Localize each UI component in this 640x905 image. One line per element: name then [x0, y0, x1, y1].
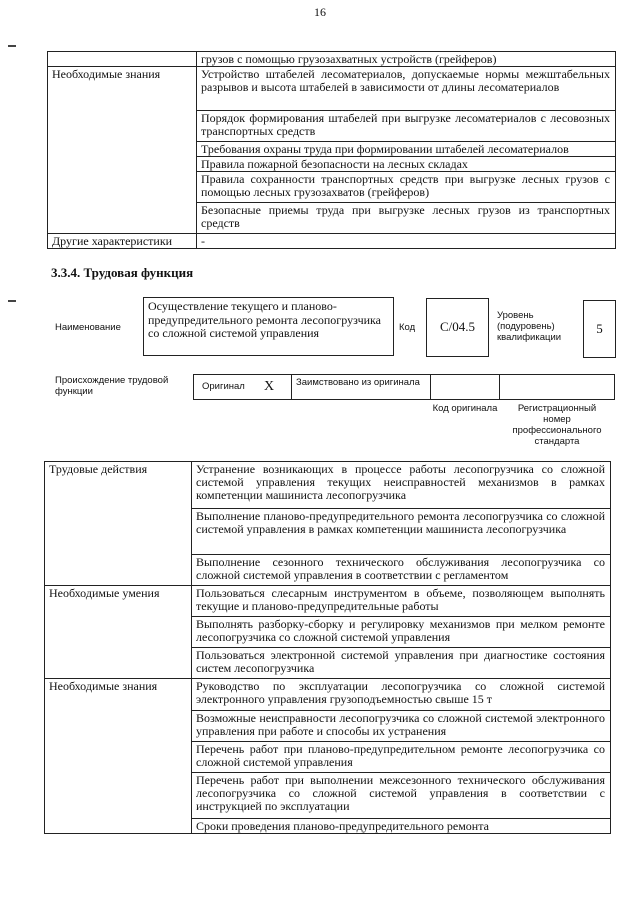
other-characteristics-label: Другие характеристики	[48, 234, 197, 249]
actions-label: Трудовые действия	[45, 462, 192, 586]
origin-borrowed-box	[291, 374, 431, 400]
knowledge-item: Безопасные приемы труда при выгрузке лесных грузов из транспортных средств	[197, 203, 616, 234]
reg-number-caption: Регистрационный номер профессионального стандарта	[512, 403, 602, 447]
knowledge-item: Правила сохранности транспортных средств при выгрузке лесных грузов с помощью лесных грузозахватов (грейферов)	[197, 172, 616, 203]
code-value: C/04.5	[439, 319, 476, 334]
other-characteristics-value: -	[197, 234, 616, 249]
knowledge-item: Сроки проведения планово-предупредительного ремонта	[192, 819, 611, 834]
origin-original-box	[193, 374, 292, 400]
knowledge-item: Требования охраны труда при формировании штабелей лесоматериалов	[197, 142, 616, 157]
knowledge-item: Правила пожарной безопасности на лесных складах	[197, 157, 616, 172]
skill-item: Пользоваться слесарным инструментом в объеме, позволяющем выполнять текущие и планово-предупредительные работы	[192, 586, 611, 617]
skill-item: Выполнять разборку-сборку и регулировку механизмов при мелком ремонте лесопогрузчика со сложной системой управления	[192, 617, 611, 648]
knowledge-item: Порядок формирования штабелей при выгрузке лесоматериалов с лесовозных транспортных средств	[197, 111, 616, 142]
borrowed-label: Заимствовано из оригинала	[296, 377, 420, 388]
name-label: Наименование	[55, 322, 121, 333]
function-name: Осуществление текущего и планово-предупредительного ремонта лесопогрузчика со сложной системой управления	[148, 299, 382, 340]
labor-function-table	[44, 461, 611, 834]
knowledge-item: Перечень работ при выполнении межсезонного технического обслуживания лесопогрузчика со сложной системой управления в соответствии с инструкцией по эксплуатации	[192, 773, 611, 819]
scan-mark	[8, 300, 16, 302]
original-mark: X	[264, 379, 275, 394]
knowledge-item: Руководство по эксплуатации лесопогрузчика со сложной системой электронного управления грузоподъемностью свыше 15 т	[192, 679, 611, 711]
code-original-caption: Код оригинала	[432, 403, 498, 414]
knowledge-label: Необходимые знания	[45, 679, 192, 834]
skill-item: Пользоваться электронной системой управления при диагностике состояния систем лесопогрузчика	[192, 648, 611, 679]
function-name-box	[143, 297, 394, 356]
knowledge-label: Необходимые знания	[48, 67, 197, 234]
table-cell-empty	[48, 52, 197, 67]
level-value: 5	[596, 321, 603, 336]
action-item: Устранение возникающих в процессе работы лесопогрузчика со сложной системой управления текущих неисправностей механизмов в рамках компетенции машиниста лесопогрузчика	[192, 462, 611, 509]
origin-reg-box	[499, 374, 615, 400]
knowledge-item: Устройство штабелей лесоматериалов, допускаемые нормы межштабельных разрывов и высота штабелей в зависимости от длины лесоматериалов	[197, 67, 616, 111]
original-label: Оригинал	[202, 381, 245, 392]
level-box	[583, 300, 616, 358]
page-number: 16	[314, 5, 326, 19]
origin-label: Происхождение трудовой функции	[55, 375, 169, 397]
origin-code-box	[430, 374, 500, 400]
code-box	[426, 298, 489, 357]
knowledge-table-top	[47, 51, 616, 249]
code-label: Код	[399, 322, 416, 333]
knowledge-item: Возможные неисправности лесопогрузчика со сложной системой электронного управления при работе и способы их устранения	[192, 711, 611, 742]
action-item: Выполнение сезонного технического обслуживания лесопогрузчика со сложной системой управления в соответствии с регламентом	[192, 555, 611, 586]
scan-mark	[8, 45, 16, 47]
section-title: 3.3.4. Трудовая функция	[51, 265, 194, 280]
action-item: Выполнение планово-предупредительного ремонта лесопогрузчика со сложной системой управления в рамках компетенции машиниста лесопогрузчика	[192, 509, 611, 555]
knowledge-item: Перечень работ при планово-предупредительном ремонте лесопогрузчика со сложной системой управления	[192, 742, 611, 773]
continuation-cell: грузов с помощью грузозахватных устройств (грейферов)	[197, 52, 616, 67]
level-label: Уровень (подуровень) квалификации	[497, 310, 562, 343]
skills-label: Необходимые умения	[45, 586, 192, 679]
